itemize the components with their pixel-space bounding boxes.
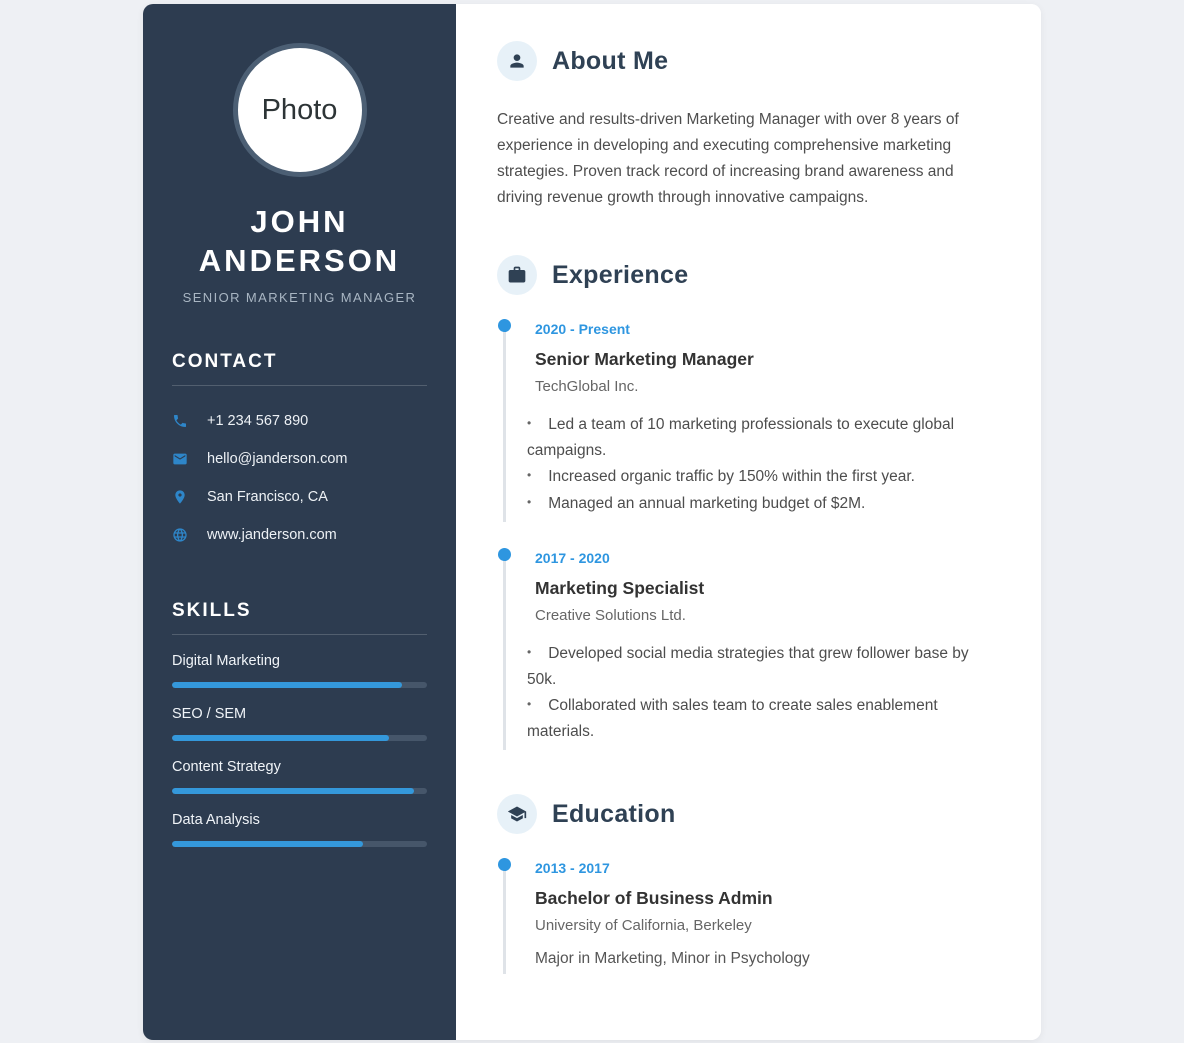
experience-section (497, 255, 1001, 750)
briefcase-icon (497, 255, 537, 295)
about-title: About Me (552, 46, 669, 75)
skill-bar-track (172, 841, 427, 847)
entry-period: 2013 - 2017 (535, 860, 610, 876)
entry-bullet: • Increased organic traffic by 150% within the first year. (527, 463, 1001, 490)
skill-bar-fill (172, 841, 363, 847)
entry-role: Marketing Specialist (535, 578, 705, 598)
skill-bar-track (172, 735, 427, 741)
skill-item (172, 812, 427, 847)
entry-degree: Bachelor of Business Admin (535, 888, 773, 908)
entry-detail: Major in Marketing, Minor in Psychology (535, 950, 810, 967)
name-line1: JOHN (250, 204, 349, 239)
experience-title: Experience (552, 260, 689, 289)
experience-entry (503, 321, 1001, 522)
contact-row-email (172, 440, 427, 478)
entry-period: 2020 - Present (535, 321, 630, 337)
experience-header (497, 255, 1001, 295)
skills-heading: SKILLS (172, 600, 252, 621)
graduation-cap-icon (497, 794, 537, 834)
candidate-name (172, 202, 427, 280)
resume-card (143, 4, 1041, 1040)
contact-divider (172, 385, 427, 386)
skill-item (172, 653, 427, 688)
entry-bullet: • Led a team of 10 marketing professionals to execute global campaigns. (527, 411, 1001, 463)
contact-website[interactable]: www.janderson.com (207, 527, 337, 543)
entry-role: Senior Marketing Manager (535, 349, 754, 369)
timeline-dot (498, 319, 511, 332)
contact-row-website (172, 516, 427, 554)
education-timeline (503, 860, 1001, 974)
experience-entry (503, 550, 1001, 750)
skill-bar-track (172, 682, 427, 688)
skill-label: SEO / SEM (172, 706, 247, 722)
entry-bullet: • Managed an annual marketing budget of $2M. (527, 490, 1001, 517)
main-column (456, 4, 1041, 1040)
contact-location: San Francisco, CA (207, 489, 328, 505)
skill-bar-fill (172, 682, 402, 688)
entry-bullet-list (527, 411, 1001, 516)
timeline-dot (498, 858, 511, 871)
skill-item (172, 759, 427, 794)
photo-wrap (172, 43, 427, 177)
entry-period: 2017 - 2020 (535, 550, 610, 566)
skill-label: Content Strategy (172, 759, 281, 775)
education-entry (503, 860, 1001, 974)
name-line2: ANDERSON (198, 243, 401, 278)
contact-heading: CONTACT (172, 351, 278, 372)
experience-timeline (503, 321, 1001, 750)
avatar (233, 43, 367, 177)
contact-list (172, 402, 427, 554)
skill-item (172, 706, 427, 741)
about-header (497, 41, 1001, 81)
education-section (497, 794, 1001, 974)
entry-bullet-list (527, 640, 1001, 744)
skills-list (172, 653, 427, 847)
about-section (497, 41, 1001, 211)
sidebar (143, 4, 456, 1040)
contact-row-phone (172, 402, 427, 440)
contact-email[interactable]: hello@janderson.com (207, 451, 348, 467)
phone-icon (172, 413, 188, 429)
location-pin-icon (172, 489, 188, 505)
contact-row-location (172, 478, 427, 516)
entry-bullet: • Developed social media strategies that grew follower base by 50k. (527, 640, 1001, 692)
skills-divider (172, 634, 427, 635)
job-title: SENIOR MARKETING MANAGER (182, 290, 417, 305)
timeline-dot (498, 548, 511, 561)
skill-bar-fill (172, 735, 389, 741)
skill-bar-track (172, 788, 427, 794)
skill-bar-fill (172, 788, 414, 794)
email-icon (172, 451, 188, 467)
globe-icon (172, 527, 188, 543)
about-text: Creative and results-driven Marketing Manager with over 8 years of experience in developing and executing comprehensive marketing strategies. Proven track record of increasing brand awareness and driving revenue growth through innovative campaigns. (497, 111, 959, 206)
entry-company: TechGlobal Inc. (535, 378, 639, 395)
education-header (497, 794, 1001, 834)
skill-label: Data Analysis (172, 812, 260, 828)
entry-bullet: • Collaborated with sales team to create sales enablement materials. (527, 692, 1001, 744)
contact-phone: +1 234 567 890 (207, 413, 309, 429)
photo-placeholder-label: Photo (261, 93, 338, 126)
entry-company: Creative Solutions Ltd. (535, 607, 686, 624)
skill-label: Digital Marketing (172, 653, 280, 669)
education-title: Education (552, 799, 676, 828)
person-icon (497, 41, 537, 81)
entry-school: University of California, Berkeley (535, 917, 752, 934)
